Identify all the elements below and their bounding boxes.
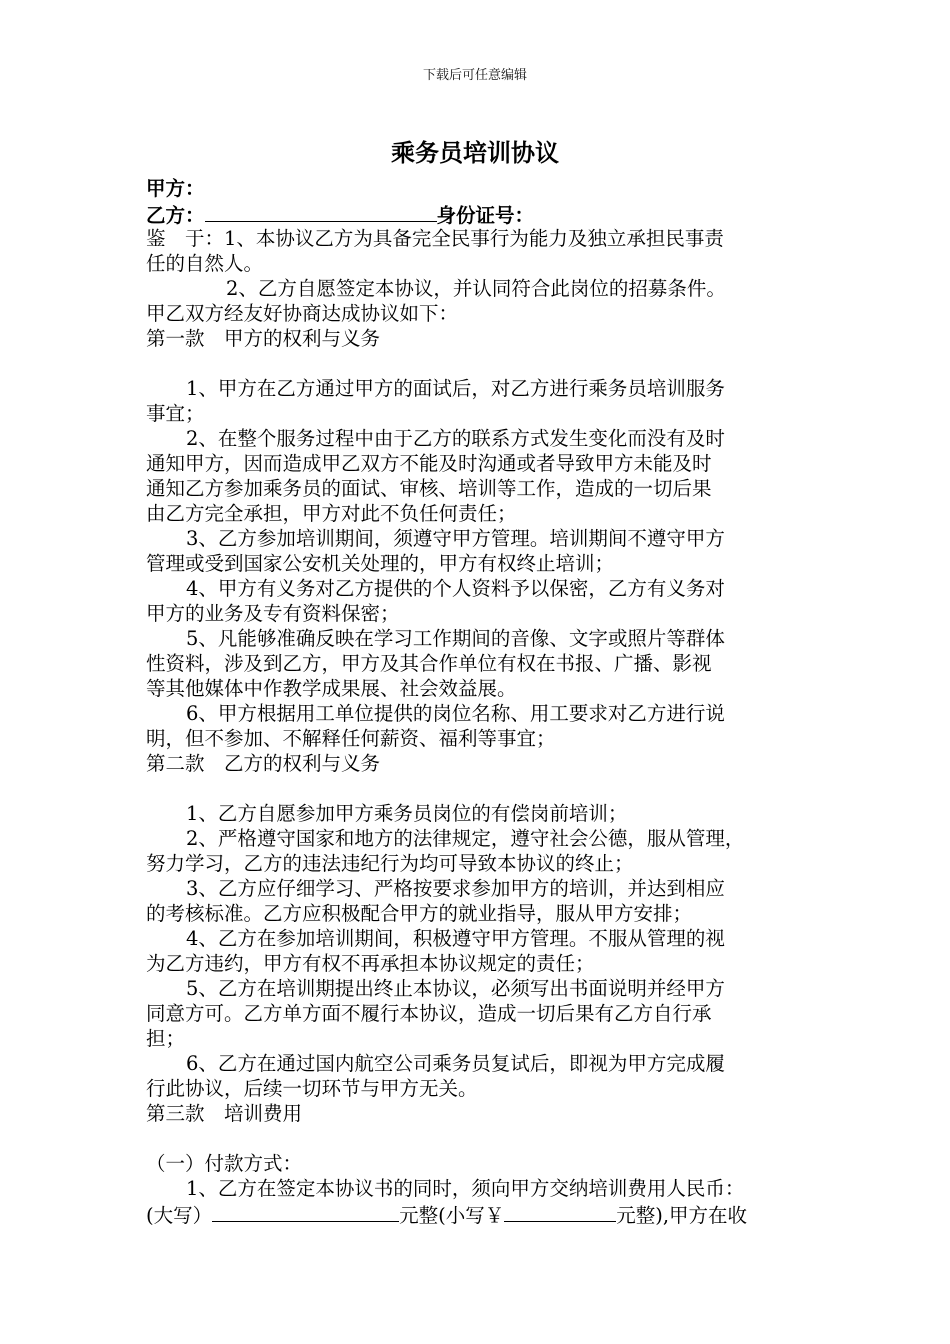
fee-uppercase-blank: [212, 1201, 399, 1222]
spacer: [146, 351, 816, 376]
payment-method-heading: （一）付款方式：: [146, 1152, 303, 1175]
page-header-note: 下载后可任意编辑: [422, 68, 527, 83]
clause-line: 通知甲方，因而造成甲乙双方不能及时沟通或者导致甲方未能及时: [146, 452, 712, 475]
preamble-line: 2、乙方自愿签定本协议，并认同符合此岗位的招募条件。: [226, 277, 726, 300]
clause-line: 等其他媒体中作教学成果展、社会效益展。: [146, 677, 517, 700]
clause-line: 1、乙方自愿参加甲方乘务员岗位的有偿岗前培训；: [186, 802, 628, 825]
fee-uppercase-label: (大写）: [146, 1204, 213, 1227]
clause-line: 性资料，涉及到乙方，甲方及其合作单位有权在书报、广播、影视: [146, 652, 712, 675]
clause-line: 2、在整个服务过程中由于乙方的联系方式发生变化而没有及时: [186, 427, 725, 450]
clause-line: 3、乙方参加培训期间，须遵守甲方管理。培训期间不遵守甲方: [186, 527, 725, 550]
clause-line: 4、乙方在参加培训期间，积极遵守甲方管理。不服从管理的视: [186, 927, 725, 950]
preamble-line: 甲乙双方经友好协商达成协议如下：: [146, 302, 459, 325]
clause-line: 1、甲方在乙方通过甲方的面试后，对乙方进行乘务员培训服务: [186, 377, 725, 400]
id-number-label: 身份证号：: [436, 204, 535, 227]
party-b-line: [146, 201, 816, 226]
spacer: [146, 1126, 816, 1151]
clause-line: 3、乙方应仔细学习、严格按要求参加甲方的培训，并达到相应: [186, 877, 725, 900]
clause-line: 6、乙方在通过国内航空公司乘务员复试后，即视为甲方完成履: [186, 1052, 725, 1075]
section-heading-2: 第二款 乙方的权利与义务: [146, 752, 381, 775]
fee-digit-blank: [504, 1201, 616, 1222]
clause-line: 由乙方完全承担，甲方对此不负任何责任；: [146, 502, 517, 525]
clause-line: 管理或受到国家公安机关处理的，甲方有权终止培训；: [146, 552, 615, 575]
section-heading-3: 第三款 培训费用: [146, 1102, 303, 1125]
clause-line: 2、严格遵守国家和地方的法律规定，遵守社会公德，服从管理，: [186, 827, 745, 850]
clause-line: 6、甲方根据用工单位提供的岗位名称、用工要求对乙方进行说: [186, 702, 725, 725]
clause-line: 事宜；: [146, 402, 205, 425]
clause-line: 甲方的业务及专有资料保密；: [146, 602, 400, 625]
clause-line: 5、凡能够准确反映在学习工作期间的音像、文字或照片等群体: [186, 627, 725, 650]
fee-digit-label: 元整(小写￥: [399, 1204, 505, 1227]
section-heading-1: 第一款 甲方的权利与义务: [146, 327, 381, 350]
party-b-label: 乙方：: [146, 204, 205, 227]
document-body: [146, 176, 816, 1226]
party-a-line: [146, 176, 816, 201]
fee-tail-text: 元整),甲方在收: [616, 1204, 748, 1227]
clause-line: 努力学习，乙方的违法违纪行为均可导致本协议的终止；: [146, 852, 634, 875]
party-b-name-blank: [205, 201, 437, 222]
preamble-line: 鉴 于：1、本协议乙方为具备完全民事行为能力及独立承担民事责: [146, 227, 724, 250]
clause-line: 1、乙方在签定本协议书的同时，须向甲方交纳培训费用人民币：: [186, 1177, 745, 1200]
clause-line: 行此协议，后续一切环节与甲方无关。: [146, 1077, 478, 1100]
party-a-label: 甲方：: [146, 177, 205, 200]
clause-line: 担；: [146, 1027, 186, 1050]
clause-line: 5、乙方在培训期提出终止本协议，必须写出书面说明并经甲方: [186, 977, 725, 1000]
clause-line: 明，但不参加、不解释任何薪资、福利等事宜；: [146, 727, 556, 750]
clause-line: 4、甲方有义务对乙方提供的个人资料予以保密，乙方有义务对: [186, 577, 725, 600]
clause-line: 为乙方违约，甲方有权不再承担本协议规定的责任；: [146, 952, 595, 975]
clause-line: 通知乙方参加乘务员的面试、审核、培训等工作，造成的一切后果: [146, 477, 712, 500]
document-title: 乘务员培训协议: [391, 138, 559, 167]
clause-line: 同意方可。乙方单方面不履行本协议，造成一切后果有乙方自行承: [146, 1002, 712, 1025]
fee-amount-line: [146, 1201, 816, 1226]
clause-line: 的考核标准。乙方应积极配合甲方的就业指导，服从甲方安排；: [146, 902, 693, 925]
preamble-line: 任的自然人。: [146, 252, 264, 275]
spacer: [146, 776, 816, 801]
